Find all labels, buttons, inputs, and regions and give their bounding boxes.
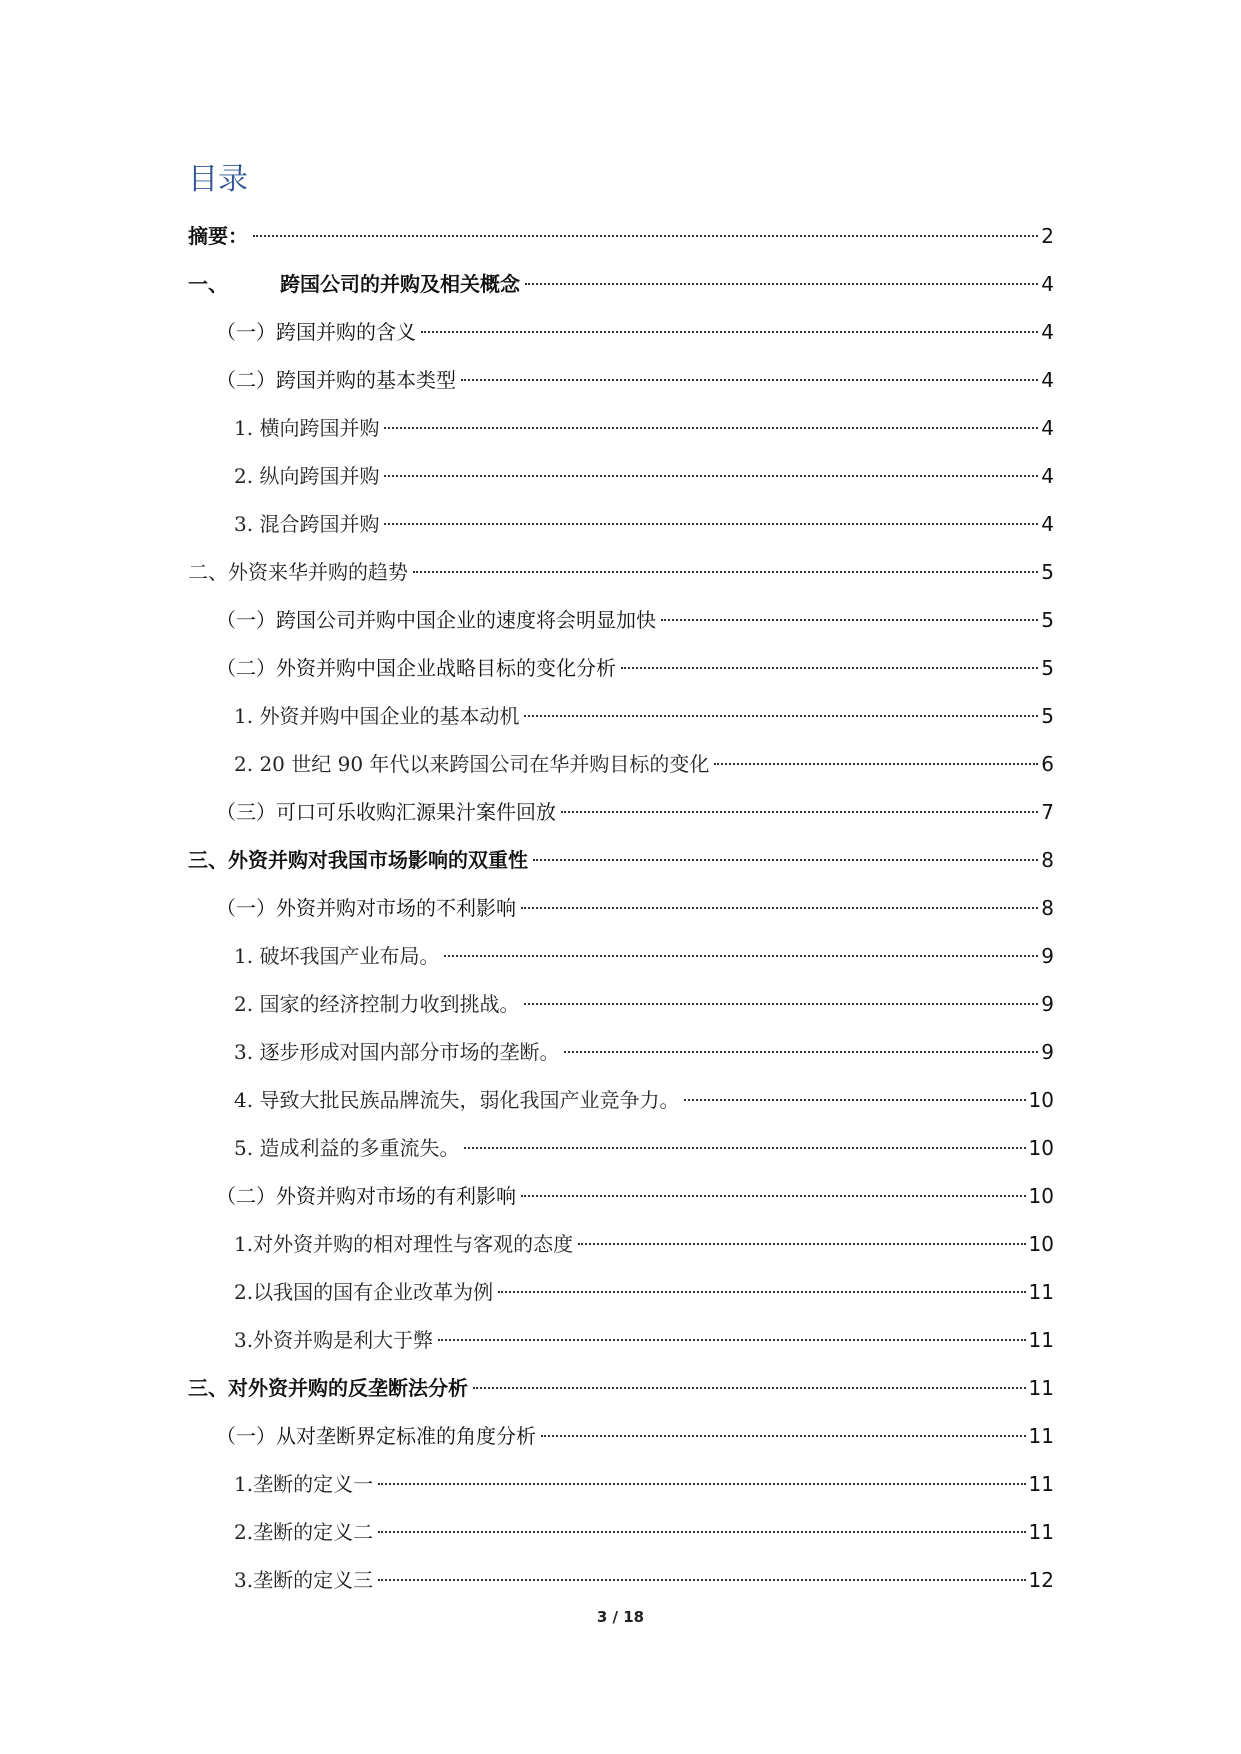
toc-leader-dots xyxy=(444,955,1038,957)
toc-leader-dots xyxy=(561,811,1038,813)
toc-leader-dots xyxy=(541,1435,1026,1437)
toc-entry[interactable] xyxy=(188,884,1054,932)
toc-page-number: 11 xyxy=(1028,1472,1054,1496)
toc-page-number: 4 xyxy=(1041,320,1054,344)
toc-page-number: 8 xyxy=(1041,848,1054,872)
toc-entry[interactable] xyxy=(188,404,1054,452)
toc-page-number: 7 xyxy=(1041,800,1054,824)
toc-entry-text: 1. 破坏我国产业布局。 xyxy=(234,944,440,968)
toc-leader-dots xyxy=(714,763,1038,765)
toc-leader-dots xyxy=(378,1531,1025,1533)
toc-entry-text: （一）跨国并购的含义 xyxy=(216,320,416,344)
toc-page-number: 10 xyxy=(1028,1232,1054,1256)
toc-entry[interactable] xyxy=(188,1316,1054,1364)
toc-entry-text: 2. 国家的经济控制力收到挑战。 xyxy=(234,992,520,1016)
toc-page-number: 4 xyxy=(1041,512,1054,536)
toc-page-number: 9 xyxy=(1041,944,1054,968)
toc-page-number: 5 xyxy=(1041,560,1054,584)
page-number-footer: 3 / 18 xyxy=(596,1608,645,1626)
toc-entry[interactable] xyxy=(188,260,1054,308)
toc-page-number: 12 xyxy=(1028,1568,1054,1592)
toc-leader-dots xyxy=(473,1387,1026,1389)
toc-entry[interactable] xyxy=(188,212,1054,260)
toc-entry-text: 二、外资来华并购的趋势 xyxy=(188,560,408,584)
toc-entry[interactable] xyxy=(188,644,1054,692)
toc-entry-text: 2.以我国的国有企业改革为例 xyxy=(234,1280,494,1304)
toc-entry-text: （一）从对垄断界定标准的角度分析 xyxy=(216,1424,536,1448)
toc-entry-text: 三、外资并购对我国市场影响的双重性 xyxy=(188,848,528,872)
toc-entry[interactable] xyxy=(188,932,1054,980)
toc-entry[interactable] xyxy=(188,1556,1054,1604)
toc-entry-text: （二）外资并购对市场的有利影响 xyxy=(216,1184,516,1208)
toc-entry[interactable] xyxy=(188,836,1054,884)
toc-leader-dots xyxy=(253,235,1038,237)
toc-leader-dots xyxy=(384,475,1038,477)
toc-entry[interactable] xyxy=(188,308,1054,356)
toc-entry-text: （二）外资并购中国企业战略目标的变化分析 xyxy=(216,656,616,680)
toc-entry[interactable] xyxy=(188,1172,1054,1220)
toc-page-number: 5 xyxy=(1041,704,1054,728)
toc-leader-dots xyxy=(498,1291,1025,1293)
toc-leader-dots xyxy=(438,1339,1025,1341)
toc-page-number: 4 xyxy=(1041,416,1054,440)
toc-leader-dots xyxy=(384,427,1038,429)
toc-entry-text: 3. 逐步形成对国内部分市场的垄断。 xyxy=(234,1040,560,1064)
toc-page-number: 11 xyxy=(1028,1376,1054,1400)
toc-entry[interactable] xyxy=(188,500,1054,548)
toc-entry[interactable] xyxy=(188,1268,1054,1316)
toc-entry-text: 跨国公司的并购及相关概念 xyxy=(280,272,520,296)
toc-leader-dots xyxy=(578,1243,1025,1245)
toc-entry[interactable] xyxy=(188,1460,1054,1508)
toc-entry-text: 2. 纵向跨国并购 xyxy=(234,464,380,488)
toc-page-number: 4 xyxy=(1041,464,1054,488)
toc-entry[interactable] xyxy=(188,452,1054,500)
toc-entry[interactable] xyxy=(188,740,1054,788)
toc-list xyxy=(188,212,1054,1604)
toc-page-number: 11 xyxy=(1028,1280,1054,1304)
toc-page-number: 11 xyxy=(1028,1424,1054,1448)
toc-leader-dots xyxy=(384,523,1038,525)
toc-page-number: 5 xyxy=(1041,608,1054,632)
toc-page-number: 4 xyxy=(1041,368,1054,392)
toc-entry[interactable] xyxy=(188,980,1054,1028)
toc-leader-dots xyxy=(533,859,1038,861)
toc-page-number: 11 xyxy=(1028,1328,1054,1352)
toc-leader-dots xyxy=(621,667,1038,669)
toc-entry-text: 2. 20 世纪 90 年代以来跨国公司在华并购目标的变化 xyxy=(234,752,710,776)
toc-entry[interactable] xyxy=(188,1076,1054,1124)
toc-leader-dots xyxy=(464,1147,1025,1149)
toc-entry-text: 1.垄断的定义一 xyxy=(234,1472,374,1496)
toc-leader-dots xyxy=(461,379,1038,381)
toc-page-number: 8 xyxy=(1041,896,1054,920)
toc-page-number: 5 xyxy=(1041,656,1054,680)
toc-leader-dots xyxy=(684,1099,1025,1101)
toc-leader-dots xyxy=(521,1195,1026,1197)
toc-leader-dots xyxy=(413,571,1038,573)
toc-page-number: 9 xyxy=(1041,992,1054,1016)
toc-entry[interactable] xyxy=(188,1124,1054,1172)
toc-page-number: 9 xyxy=(1041,1040,1054,1064)
toc-page-number: 10 xyxy=(1028,1184,1054,1208)
toc-entry[interactable] xyxy=(188,1508,1054,1556)
toc-entry[interactable] xyxy=(188,548,1054,596)
toc-leader-dots xyxy=(524,1003,1038,1005)
toc-entry[interactable] xyxy=(188,1412,1054,1460)
toc-entry[interactable] xyxy=(188,1028,1054,1076)
toc-entry-text: 5. 造成利益的多重流失。 xyxy=(234,1136,460,1160)
toc-page-number: 10 xyxy=(1028,1136,1054,1160)
toc-title: 目录 xyxy=(188,162,248,197)
toc-leader-dots xyxy=(661,619,1038,621)
toc-entry-text: 1. 外资并购中国企业的基本动机 xyxy=(234,704,520,728)
toc-entry-text: 3.外资并购是利大于弊 xyxy=(234,1328,434,1352)
toc-leader-dots xyxy=(378,1579,1025,1581)
toc-entry-text: （一）外资并购对市场的不利影响 xyxy=(216,896,516,920)
toc-entry-text: 1. 横向跨国并购 xyxy=(234,416,380,440)
toc-entry-number: 一、 xyxy=(188,272,228,296)
toc-entry[interactable] xyxy=(188,596,1054,644)
toc-page-number: 10 xyxy=(1028,1088,1054,1112)
toc-entry-text: 4. 导致大批民族品牌流失，弱化我国产业竞争力。 xyxy=(234,1088,680,1112)
toc-entry-text: （三）可口可乐收购汇源果汁案件回放 xyxy=(216,800,556,824)
toc-entry-text: （二）跨国并购的基本类型 xyxy=(216,368,456,392)
toc-leader-dots xyxy=(421,331,1038,333)
toc-entry[interactable] xyxy=(188,788,1054,836)
toc-page-number: 2 xyxy=(1041,224,1054,248)
toc-entry-text: 2.垄断的定义二 xyxy=(234,1520,374,1544)
toc-leader-dots xyxy=(524,715,1038,717)
toc-entry-text: 3. 混合跨国并购 xyxy=(234,512,380,536)
toc-entry-text: 1.对外资并购的相对理性与客观的态度 xyxy=(234,1232,574,1256)
toc-entry-text: 三、对外资并购的反垄断法分析 xyxy=(188,1376,468,1400)
toc-entry-text: 摘要： xyxy=(188,224,248,248)
toc-leader-dots xyxy=(564,1051,1038,1053)
toc-entry-text: 3.垄断的定义三 xyxy=(234,1568,374,1592)
toc-page-number: 6 xyxy=(1041,752,1054,776)
toc-leader-dots xyxy=(521,907,1038,909)
toc-entry[interactable] xyxy=(188,1364,1054,1412)
toc-page-number: 11 xyxy=(1028,1520,1054,1544)
toc-entry[interactable] xyxy=(188,1220,1054,1268)
toc-leader-dots xyxy=(378,1483,1025,1485)
toc-entry[interactable] xyxy=(188,692,1054,740)
toc-leader-dots xyxy=(525,283,1038,285)
toc-entry[interactable] xyxy=(188,356,1054,404)
toc-entry-text: （一）跨国公司并购中国企业的速度将会明显加快 xyxy=(216,608,656,632)
toc-page-number: 4 xyxy=(1041,272,1054,296)
